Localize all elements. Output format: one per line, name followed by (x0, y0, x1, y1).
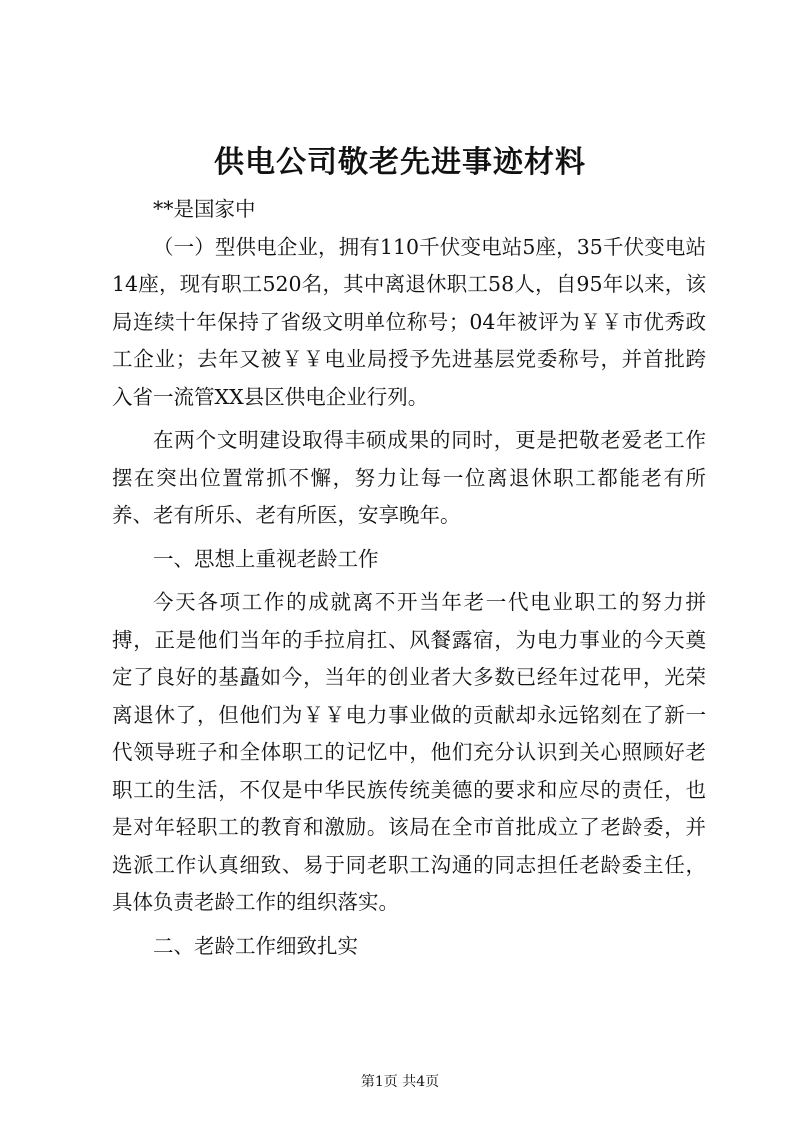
paragraph-respect-elders: 在两个文明建设取得丰硕成果的同时，更是把敬老爱老工作摆在突出位置常抓不懈，努力让每一位离退休职工都能老有所养、老有所乐、老有所医，安享晚年。 (112, 428, 706, 527)
paragraph-company-overview: （一）型供电企业，拥有110千伏变电站5座，35千伏变电站14座，现有职工520名，其中离退休职工58人，自95年以来，该局连续十年保持了省级文明单位称号；04年被评为￥￥市优秀政工企业；去年又被￥￥电业局授予先进基层党委称号，并首批跨入省一流管XX县区供电企业行列。 (112, 234, 706, 409)
paragraph-section-1-body: 今天各项工作的成就离不开当年老一代电业职工的努力拼搏，正是他们当年的手拉肩扛、风餐露宿，为电力事业的今天奠定了良好的基矗如今，当年的创业者大多数已经年过花甲，光荣离退休了，但他们为￥￥电力事业做的贡献却永远铭刻在了新一代领导班子和全体职工的记忆中，他们充分认识到关心照顾好老职工的生活，不仅是中华民族传统美德的要求和应尽的责任，也是对年轻职工的教育和激励。该局在全市首批成立了老龄委，并选派工作认真细致、易于同老职工沟通的同志担任老龄委主任，具体负责老龄工作的组织落实。 (112, 590, 706, 914)
page-footer: 第1页 共4页 (360, 1074, 440, 1090)
document-title: 供电公司敬老先进事迹材料 (214, 145, 586, 180)
paragraph-intro: **是国家中 (153, 197, 256, 221)
section-heading-1: 一、思想上重视老龄工作 (153, 546, 379, 571)
section-heading-2: 二、老龄工作细致扎实 (153, 933, 358, 958)
document-body (112, 191, 706, 965)
